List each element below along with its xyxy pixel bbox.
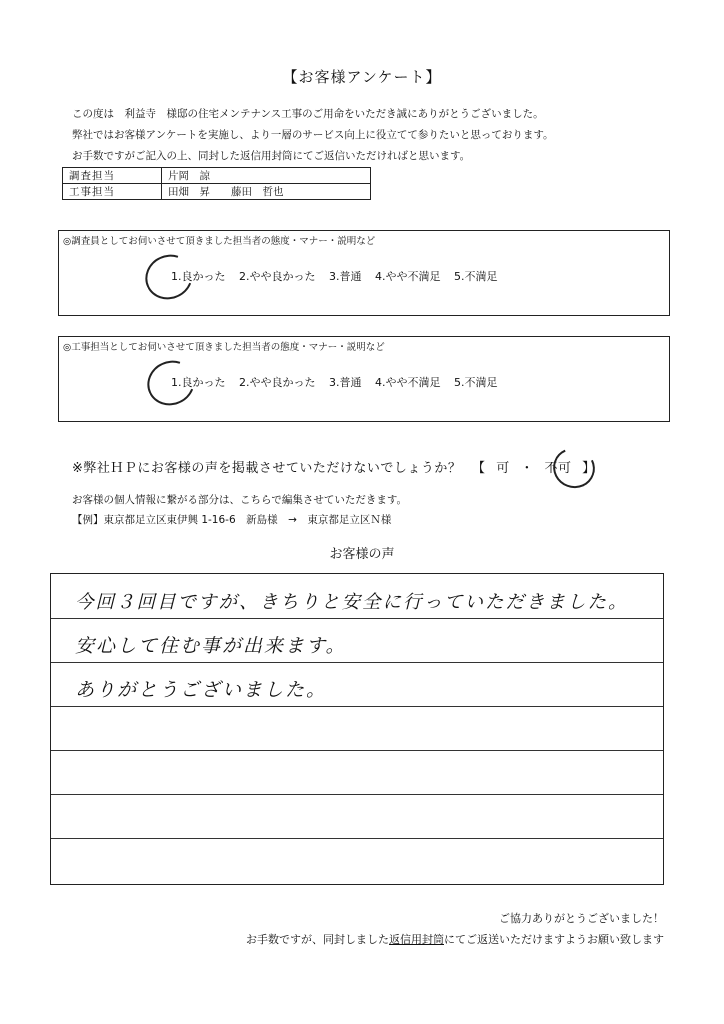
thanks-message: ご協力ありがとうございました！ (499, 912, 664, 925)
closing-message (246, 931, 664, 947)
intro-line-3: お手数ですがご記入の上、同封した返信用封筒にてご返信いただければと思います。 (72, 150, 471, 162)
rating-option[interactable]: 1.良かった (171, 270, 226, 283)
intro-line-1: この度は 利益寺 様邸の住宅メンテナンス工事のご用命をいただき誠にありがとうございました。 (72, 108, 544, 120)
staff-names: 田畑 昇 藤田 哲也 (162, 184, 371, 200)
hp-selection-circle-mark (544, 442, 600, 494)
selection-circle-mark (138, 247, 200, 307)
hp-publish-question (72, 457, 602, 476)
customer-voice-box[interactable] (50, 573, 664, 885)
handwritten-line-3: ありがとうございました。 (75, 679, 328, 701)
rating-option[interactable]: 5.不満足 (454, 270, 498, 283)
hp-option-no[interactable]: 不可 (544, 461, 572, 476)
staff-names: 片岡 諒 (162, 168, 371, 184)
voice-section-title: お客様の声 (329, 547, 395, 562)
page-title: 【お客様アンケート】 (282, 68, 442, 86)
return-envelope-text: 返信用封筒 (389, 933, 444, 946)
hp-question-text: ※弊社ＨＰにお客様の声を掲載させていただけないでしょうか？ (72, 461, 462, 476)
handwritten-line-1: 今回３回目ですが、きちりと安全に行っていただきました。 (75, 592, 629, 613)
hp-bracket-open: 【 (472, 461, 486, 476)
rating-option[interactable]: 5.不満足 (454, 376, 498, 389)
survey-question: ◎調査員としてお伺いさせて頂きました担当者の態度・マナー・説明など (63, 236, 376, 247)
writing-line (51, 750, 663, 751)
rating-option[interactable]: 4.やや不満足 (375, 376, 441, 389)
rating-option[interactable]: 3.普通 (329, 270, 362, 283)
closing-text-post: にてご返送いただけますようお願い致します (444, 933, 664, 946)
writing-line (51, 794, 663, 795)
hp-option-separator: ・ (520, 461, 534, 476)
closing-text-pre: お手数ですが、同封しました (246, 933, 389, 946)
staff-role: 工事担当 (63, 184, 162, 200)
rating-option[interactable]: 2.やや良かった (239, 376, 316, 389)
hp-option-yes[interactable]: 可 (496, 461, 510, 476)
rating-options (171, 268, 508, 284)
table-row (63, 168, 371, 184)
rating-options (171, 374, 508, 390)
rating-option[interactable]: 1.良かった (171, 376, 226, 389)
rating-option[interactable]: 2.やや良かった (239, 270, 316, 283)
writing-line (51, 618, 663, 619)
survey-box-construction (58, 336, 670, 422)
staff-role: 調査担当 (63, 168, 162, 184)
hp-bracket-close: 】 (582, 461, 596, 476)
writing-line (51, 662, 663, 663)
writing-line (51, 706, 663, 707)
survey-question: ◎工事担当としてお伺いさせて頂きました担当者の態度・マナー・説明など (63, 342, 385, 353)
table-row (63, 184, 371, 200)
staff-table (62, 167, 371, 200)
rating-option[interactable]: 3.普通 (329, 376, 362, 389)
handwritten-line-2: 安心して住む事が出来ます。 (75, 635, 347, 657)
example-note: 【例】東京都足立区東伊興 1-16-6 新島様 → 東京都足立区Ｎ様 (72, 514, 392, 526)
rating-option[interactable]: 4.やや不満足 (375, 270, 441, 283)
privacy-note: お客様の個人情報に繋がる部分は、こちらで編集させていただきます。 (72, 494, 408, 506)
writing-line (51, 838, 663, 839)
intro-line-2: 弊社ではお客様アンケートを実施し、より一層のサービス向上に役立てて参りたいと思っております。 (72, 129, 554, 141)
selection-circle-mark (140, 353, 202, 413)
survey-box-surveyor (58, 230, 670, 316)
